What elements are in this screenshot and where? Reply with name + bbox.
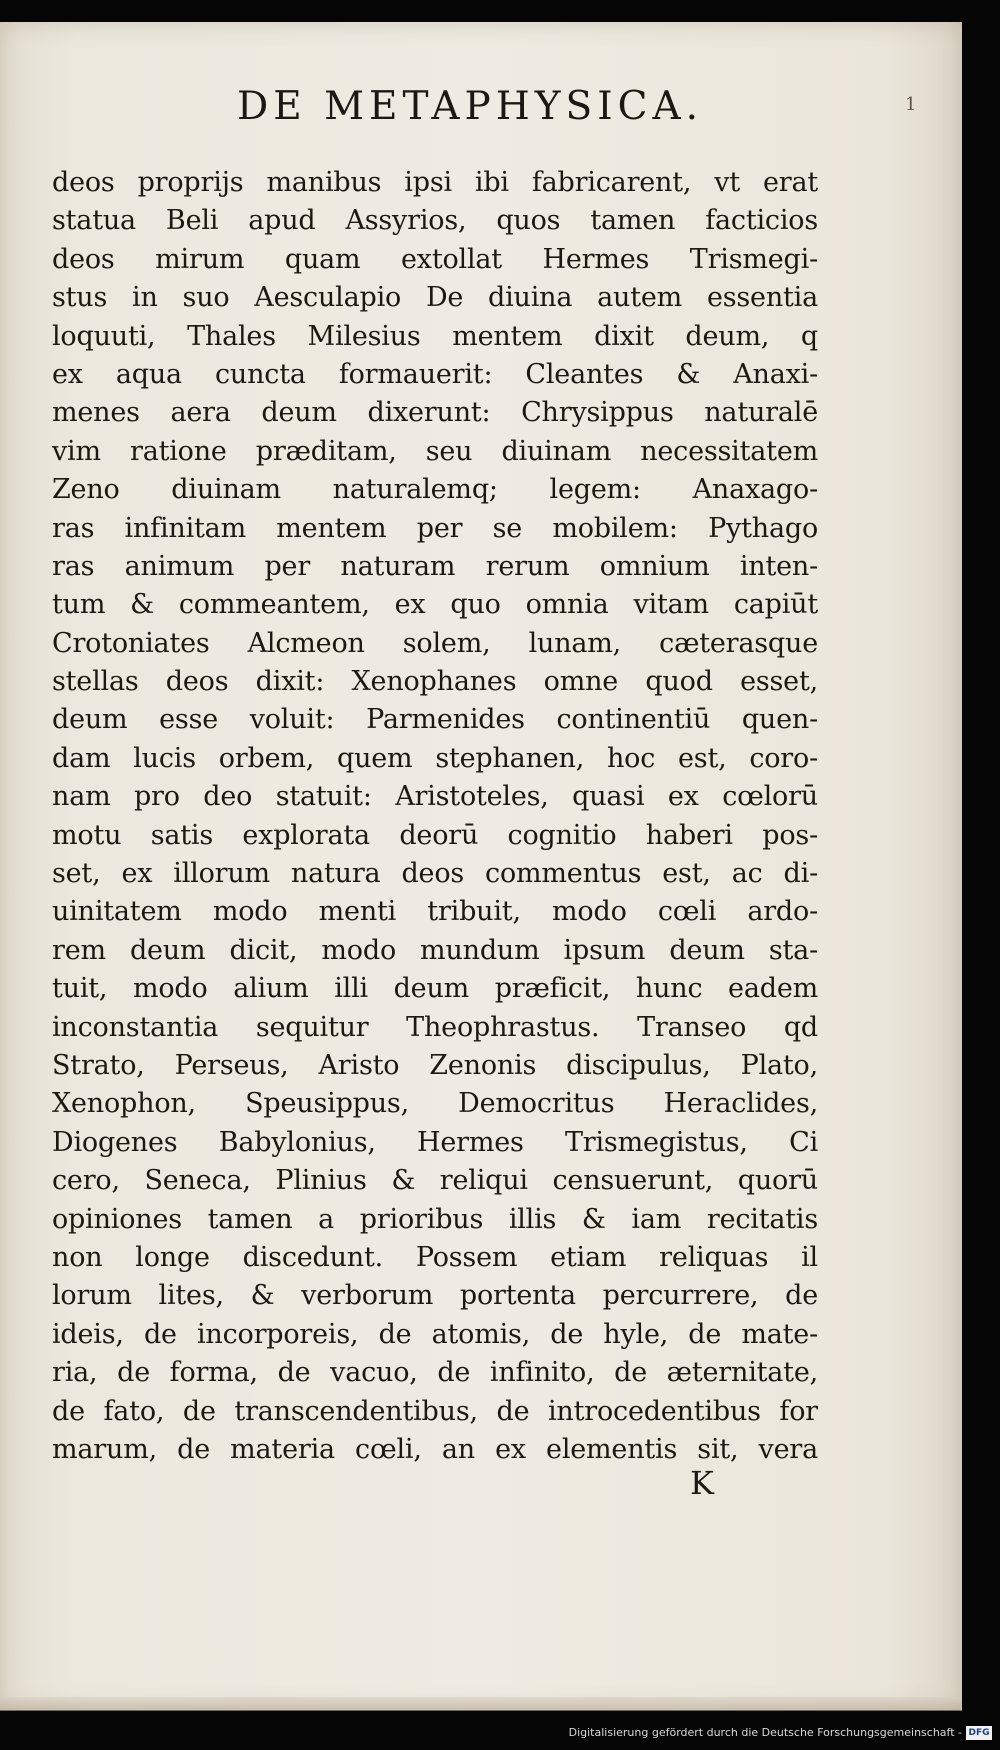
text-line: tuit, modo alium illi deum præficit, hunc eadem xyxy=(52,973,818,1005)
text-line: uinitatem modo menti tribuit, modo cœli ardo- xyxy=(52,896,818,928)
funding-credit: Digitalisierung gefördert durch die Deutsche Forschungsgemeinschaft - xyxy=(568,1726,962,1739)
text-line: Zeno diuinam naturalemq; legem: Anaxago- xyxy=(52,474,818,506)
text-line: dam lucis orbem, quem stephanen, hoc est, coro- xyxy=(52,742,818,774)
page-bottom-edge xyxy=(0,1697,962,1711)
dfg-logo: DFG xyxy=(966,1726,992,1740)
text-line: ria, de forma, de vacuo, de infinito, de æternitate, xyxy=(52,1357,818,1389)
text-line: inconstantia sequitur Theophrastus. Transeo qd xyxy=(52,1011,818,1043)
text-line: cero, Seneca, Plinius & reliqui censuerunt, quorū xyxy=(52,1165,818,1197)
body-text xyxy=(52,164,818,1469)
text-line: set, ex illorum natura deos commentus est, ac di- xyxy=(52,858,818,890)
text-line: menes aera deum dixerunt: Chrysippus naturalē xyxy=(52,397,818,429)
text-line: loquuti, Thales Milesius mentem dixit deum, q xyxy=(52,320,818,352)
text-line: nam pro deo statuit: Aristoteles, quasi ex cœlorū xyxy=(52,781,818,813)
text-line: ras infinitam mentem per se mobilem: Pythago xyxy=(52,512,818,544)
text-line: non longe discedunt. Possem etiam reliquas il xyxy=(52,1241,818,1273)
text-line: ideis, de incorporeis, de atomis, de hyle, de mate- xyxy=(52,1318,818,1350)
text-line: stellas deos dixit: Xenophanes omne quod esset, xyxy=(52,666,818,698)
text-line: motu satis explorata deorū cognitio haberi pos- xyxy=(52,819,818,851)
text-line: opiniones tamen a prioribus illis & iam recitatis xyxy=(52,1203,818,1235)
text-line: statua Beli apud Assyrios, quos tamen facticios xyxy=(52,205,818,237)
text-line: deos mirum quam extollat Hermes Trismegi- xyxy=(52,243,818,275)
text-line: Diogenes Babylonius, Hermes Trismegistus, Ci xyxy=(52,1126,818,1158)
page-mark: 1 xyxy=(905,94,917,115)
text-line: ras animum per naturam rerum omnium inten- xyxy=(52,550,818,582)
text-line: Strato, Perseus, Aristo Zenonis discipulus, Plato, xyxy=(52,1049,818,1081)
signature-mark: K xyxy=(690,1464,714,1502)
book-page xyxy=(0,22,962,1710)
text-line: ex aqua cuncta formauerit: Cleantes & Anaxi- xyxy=(52,358,818,390)
text-line: deum esse voluit: Parmenides continentiū quen- xyxy=(52,704,818,736)
text-line: stus in suo Aesculapio De diuina autem essentia xyxy=(52,282,818,314)
text-line: vim ratione præditam, seu diuinam necessitatem xyxy=(52,435,818,467)
text-line: de fato, de transcendentibus, de introcedentibus for xyxy=(52,1395,818,1427)
running-head: DE METAPHYSICA. xyxy=(236,84,704,129)
text-line: marum, de materia cœli, an ex elementis sit, vera xyxy=(52,1433,818,1465)
text-line: rem deum dicit, modo mundum ipsum deum sta- xyxy=(52,934,818,966)
text-line: deos proprijs manibus ipsi ibi fabricarent, vt erat xyxy=(52,167,818,198)
text-line: lorum lites, & verborum portenta percurrere, de xyxy=(52,1280,818,1312)
digitization-footer xyxy=(0,1722,1000,1750)
text-line: Xenophon, Speusippus, Democritus Heraclides, xyxy=(52,1088,818,1120)
text-line: tum & commeantem, ex quo omnia vitam capiūt xyxy=(52,589,818,621)
text-line: Crotoniates Alcmeon solem, lunam, cæterasque xyxy=(52,627,818,659)
